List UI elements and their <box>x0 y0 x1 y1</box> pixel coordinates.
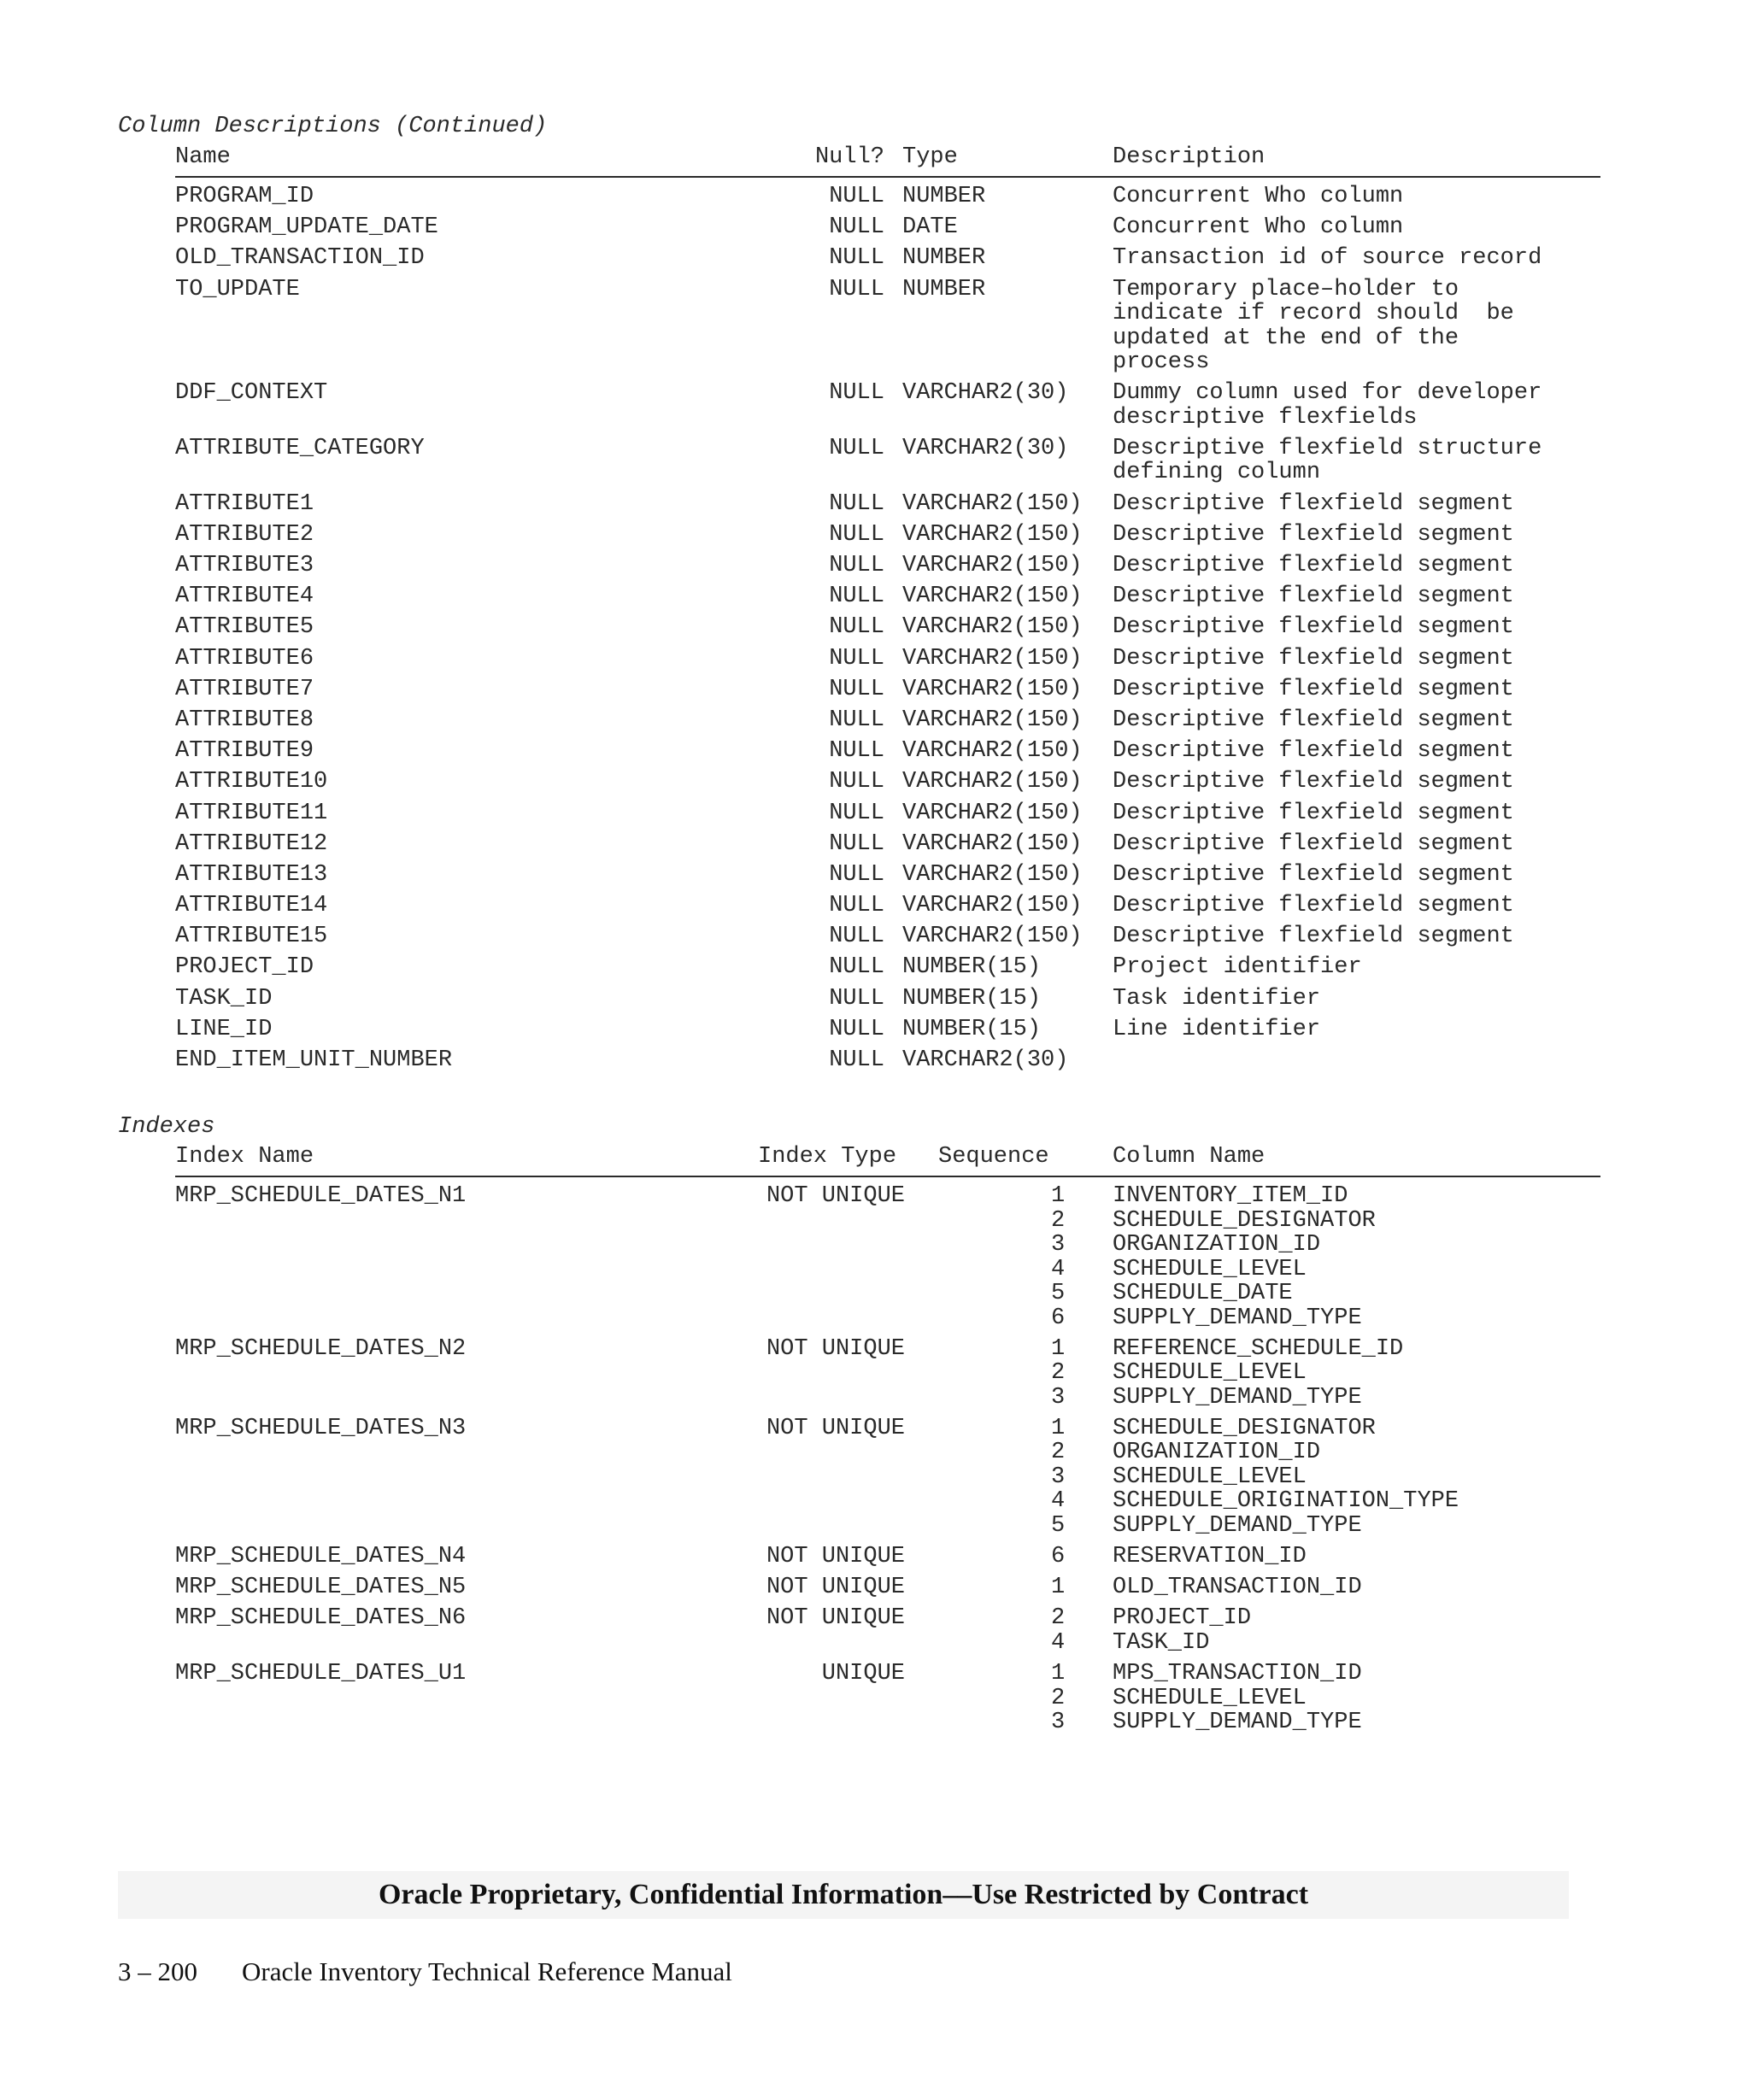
description-cell: Descriptive flexfield segment <box>1113 738 1514 765</box>
column-row <box>175 1018 1600 1042</box>
index-type-cell: NOT UNIQUE <box>766 1544 905 1570</box>
column-row <box>175 678 1600 702</box>
column-name-cell: LINE_ID <box>175 1016 273 1042</box>
type-cell: NUMBER(15) <box>902 985 1042 1012</box>
column-name-cell: ATTRIBUTE12 <box>175 830 328 857</box>
column-name-cell: ATTRIBUTE4 <box>175 584 314 610</box>
header-index-type: Index Type <box>758 1144 897 1170</box>
column-row <box>175 987 1600 1012</box>
column-name-cell: ATTRIBUTE6 <box>175 645 314 672</box>
null-cell: NULL <box>829 1047 884 1073</box>
column-name-cell: END_ITEM_UNIT_NUMBER <box>175 1047 453 1073</box>
description-cell: Temporary place–holder to indicate if record should be updated at the end of the process <box>1113 276 1514 376</box>
column-name-cell: ATTRIBUTE11 <box>175 800 328 826</box>
null-cell: NULL <box>829 435 884 461</box>
index-column-cell: INVENTORY_ITEM_ID SCHEDULE_DESIGNATOR ORGANIZATION_ID SCHEDULE_LEVEL SCHEDULE_DATE SUPPLY_DEMAND_TYPE <box>1113 1183 1376 1331</box>
null-cell: NULL <box>829 645 884 672</box>
index-table-body <box>175 1184 1600 1741</box>
description-cell: Task identifier <box>1113 985 1321 1012</box>
header-name: Name <box>175 144 231 170</box>
type-cell: VARCHAR2(150) <box>902 584 1083 610</box>
index-type-cell: NOT UNIQUE <box>766 1335 905 1362</box>
null-cell: NULL <box>829 769 884 795</box>
description-cell: Descriptive flexfield segment <box>1113 861 1514 888</box>
null-cell: NULL <box>829 893 884 919</box>
column-name-cell: TASK_ID <box>175 985 273 1012</box>
index-type-cell: UNIQUE <box>821 1661 905 1687</box>
index-row <box>175 1662 1600 1735</box>
description-cell: Descriptive flexfield segment <box>1113 769 1514 795</box>
description-cell: Project identifier <box>1113 954 1362 981</box>
description-cell: Descriptive flexfield segment <box>1113 490 1514 517</box>
sequence-cell: 6 <box>1051 1544 1066 1570</box>
type-cell: VARCHAR2(150) <box>902 490 1083 517</box>
type-cell: VARCHAR2(150) <box>902 769 1083 795</box>
column-row <box>175 185 1600 209</box>
column-row <box>175 492 1600 517</box>
indexes-title: Indexes <box>118 1114 215 1140</box>
null-cell: NULL <box>829 584 884 610</box>
column-name-cell: ATTRIBUTE7 <box>175 676 314 702</box>
description-cell: Transaction id of source record <box>1113 245 1542 272</box>
null-cell: NULL <box>829 738 884 765</box>
header-null: Null? <box>814 144 884 170</box>
index-name-cell: MRP_SCHEDULE_DATES_N2 <box>175 1335 467 1362</box>
column-name-cell: TO_UPDATE <box>175 276 300 302</box>
column-name-cell: ATTRIBUTE_CATEGORY <box>175 435 425 461</box>
description-cell: Concurrent Who column <box>1113 184 1404 209</box>
description-cell: Line identifier <box>1113 1016 1321 1042</box>
column-row <box>175 584 1600 609</box>
column-row <box>175 708 1600 733</box>
index-type-cell: NOT UNIQUE <box>766 1605 905 1632</box>
null-cell: NULL <box>829 553 884 578</box>
column-name-cell: PROGRAM_ID <box>175 184 314 209</box>
type-cell: VARCHAR2(150) <box>902 676 1083 702</box>
index-name-cell: MRP_SCHEDULE_DATES_U1 <box>175 1661 467 1687</box>
sequence-cell: 1 2 3 <box>1051 1661 1066 1736</box>
null-cell: NULL <box>829 800 884 826</box>
null-cell: NULL <box>829 490 884 517</box>
column-name-cell: ATTRIBUTE10 <box>175 769 328 795</box>
null-cell: NULL <box>829 276 884 302</box>
confidential-banner: Oracle Proprietary, Confidential Information––Use Restricted by Contract <box>118 1871 1569 1919</box>
description-cell: Dummy column used for developer descriptive flexfields <box>1113 380 1542 431</box>
type-cell: VARCHAR2(30) <box>902 380 1069 407</box>
column-row <box>175 381 1600 430</box>
index-row <box>175 1184 1600 1330</box>
column-row <box>175 278 1600 375</box>
index-type-cell: NOT UNIQUE <box>766 1575 905 1601</box>
type-cell: VARCHAR2(30) <box>902 1047 1069 1073</box>
type-cell: NUMBER <box>902 184 986 209</box>
header-column-name: Column Name <box>1113 1144 1266 1170</box>
index-name-cell: MRP_SCHEDULE_DATES_N4 <box>175 1544 467 1570</box>
column-name-cell: ATTRIBUTE13 <box>175 861 328 888</box>
null-cell: NULL <box>829 676 884 702</box>
column-row <box>175 437 1600 485</box>
type-cell: NUMBER <box>902 245 986 272</box>
column-row <box>175 1048 1600 1073</box>
index-type-cell: NOT UNIQUE <box>766 1183 905 1209</box>
description-cell: Descriptive flexfield segment <box>1113 800 1514 826</box>
sequence-cell: 2 4 <box>1051 1605 1066 1656</box>
column-name-cell: DDF_CONTEXT <box>175 380 328 407</box>
column-row <box>175 554 1600 578</box>
description-cell: Descriptive flexfield segment <box>1113 614 1514 641</box>
null-cell: NULL <box>829 861 884 888</box>
index-column-cell: REFERENCE_SCHEDULE_ID SCHEDULE_LEVEL SUPPLY_DEMAND_TYPE <box>1113 1335 1404 1411</box>
index-name-cell: MRP_SCHEDULE_DATES_N3 <box>175 1415 467 1441</box>
column-name-cell: PROGRAM_UPDATE_DATE <box>175 214 438 241</box>
sequence-cell: 1 2 3 <box>1051 1335 1066 1411</box>
index-column-cell: RESERVATION_ID <box>1113 1544 1307 1570</box>
column-name-cell: ATTRIBUTE1 <box>175 490 314 517</box>
column-row <box>175 832 1600 857</box>
type-cell: VARCHAR2(150) <box>902 924 1083 950</box>
description-cell: Descriptive flexfield segment <box>1113 521 1514 548</box>
description-cell: Descriptive flexfield segment <box>1113 553 1514 578</box>
type-cell: VARCHAR2(150) <box>902 645 1083 672</box>
type-cell: VARCHAR2(150) <box>902 614 1083 641</box>
column-name-cell: ATTRIBUTE3 <box>175 553 314 578</box>
type-cell: NUMBER(15) <box>902 954 1042 981</box>
null-cell: NULL <box>829 521 884 548</box>
type-cell: NUMBER <box>902 276 986 302</box>
index-row <box>175 1417 1600 1539</box>
index-row <box>175 1575 1600 1600</box>
null-cell: NULL <box>829 184 884 209</box>
description-cell: Descriptive flexfield segment <box>1113 830 1514 857</box>
index-column-cell: SCHEDULE_DESIGNATOR ORGANIZATION_ID SCHEDULE_LEVEL SCHEDULE_ORIGINATION_TYPE SUPPLY_DEMAND_TYPE <box>1113 1415 1459 1539</box>
column-row <box>175 955 1600 980</box>
manual-title: Oracle Inventory Technical Reference Manual <box>242 1956 732 1986</box>
column-descriptions-title: Column Descriptions (Continued) <box>118 114 548 139</box>
column-name-cell: ATTRIBUTE5 <box>175 614 314 641</box>
column-row <box>175 801 1600 826</box>
column-row <box>175 863 1600 888</box>
column-row <box>175 215 1600 240</box>
header-sequence: Sequence <box>938 1144 1049 1170</box>
null-cell: NULL <box>829 924 884 950</box>
description-cell: Descriptive flexfield segment <box>1113 707 1514 733</box>
sequence-cell: 1 2 3 4 5 <box>1051 1415 1066 1539</box>
null-cell: NULL <box>829 954 884 981</box>
column-name-cell: ATTRIBUTE8 <box>175 707 314 733</box>
description-cell: Descriptive flexfield segment <box>1113 645 1514 672</box>
column-name-cell: ATTRIBUTE15 <box>175 924 328 950</box>
index-column-cell: OLD_TRANSACTION_ID <box>1113 1575 1362 1601</box>
type-cell: VARCHAR2(150) <box>902 800 1083 826</box>
null-cell: NULL <box>829 380 884 407</box>
description-cell: Descriptive flexfield segment <box>1113 924 1514 950</box>
type-cell: VARCHAR2(150) <box>902 830 1083 857</box>
type-cell: VARCHAR2(150) <box>902 861 1083 888</box>
description-cell: Concurrent Who column <box>1113 214 1404 241</box>
null-cell: NULL <box>829 614 884 641</box>
column-table-header <box>175 145 1600 178</box>
type-cell: VARCHAR2(150) <box>902 707 1083 733</box>
column-row <box>175 739 1600 764</box>
index-type-cell: NOT UNIQUE <box>766 1415 905 1441</box>
null-cell: NULL <box>829 245 884 272</box>
null-cell: NULL <box>829 1016 884 1042</box>
column-name-cell: OLD_TRANSACTION_ID <box>175 245 425 272</box>
page-number: 3 – 200 <box>118 1956 197 1986</box>
sequence-cell: 1 <box>1051 1575 1066 1601</box>
column-row <box>175 246 1600 271</box>
column-name-cell: PROJECT_ID <box>175 954 314 981</box>
index-name-cell: MRP_SCHEDULE_DATES_N6 <box>175 1605 467 1632</box>
index-name-cell: MRP_SCHEDULE_DATES_N5 <box>175 1575 467 1601</box>
index-row <box>175 1545 1600 1569</box>
column-name-cell: ATTRIBUTE14 <box>175 893 328 919</box>
sequence-cell: 1 2 3 4 5 6 <box>1051 1183 1066 1331</box>
null-cell: NULL <box>829 830 884 857</box>
column-name-cell: ATTRIBUTE9 <box>175 738 314 765</box>
index-row <box>175 1337 1600 1411</box>
header-description: Description <box>1113 144 1266 170</box>
type-cell: NUMBER(15) <box>902 1016 1042 1042</box>
type-cell: VARCHAR2(150) <box>902 521 1083 548</box>
type-cell: VARCHAR2(150) <box>902 738 1083 765</box>
column-row <box>175 523 1600 548</box>
column-row <box>175 924 1600 949</box>
column-row <box>175 770 1600 795</box>
type-cell: DATE <box>902 214 958 241</box>
description-cell: Descriptive flexfield segment <box>1113 676 1514 702</box>
header-type: Type <box>902 144 958 170</box>
type-cell: VARCHAR2(150) <box>902 893 1083 919</box>
index-column-cell: MPS_TRANSACTION_ID SCHEDULE_LEVEL SUPPLY_DEMAND_TYPE <box>1113 1661 1362 1736</box>
null-cell: NULL <box>829 214 884 241</box>
type-cell: VARCHAR2(30) <box>902 435 1069 461</box>
description-cell: Descriptive flexfield segment <box>1113 893 1514 919</box>
column-row <box>175 615 1600 640</box>
column-row <box>175 894 1600 918</box>
null-cell: NULL <box>829 985 884 1012</box>
index-name-cell: MRP_SCHEDULE_DATES_N1 <box>175 1183 467 1209</box>
header-index-name: Index Name <box>175 1144 314 1170</box>
index-table-header <box>175 1145 1600 1177</box>
column-row <box>175 647 1600 672</box>
description-cell: Descriptive flexfield segment <box>1113 584 1514 610</box>
description-cell: Descriptive flexfield structure defining column <box>1113 435 1542 486</box>
column-table-body <box>175 185 1600 1079</box>
type-cell: VARCHAR2(150) <box>902 553 1083 578</box>
column-name-cell: ATTRIBUTE2 <box>175 521 314 548</box>
index-row <box>175 1606 1600 1655</box>
index-column-cell: PROJECT_ID TASK_ID <box>1113 1605 1252 1656</box>
null-cell: NULL <box>829 707 884 733</box>
